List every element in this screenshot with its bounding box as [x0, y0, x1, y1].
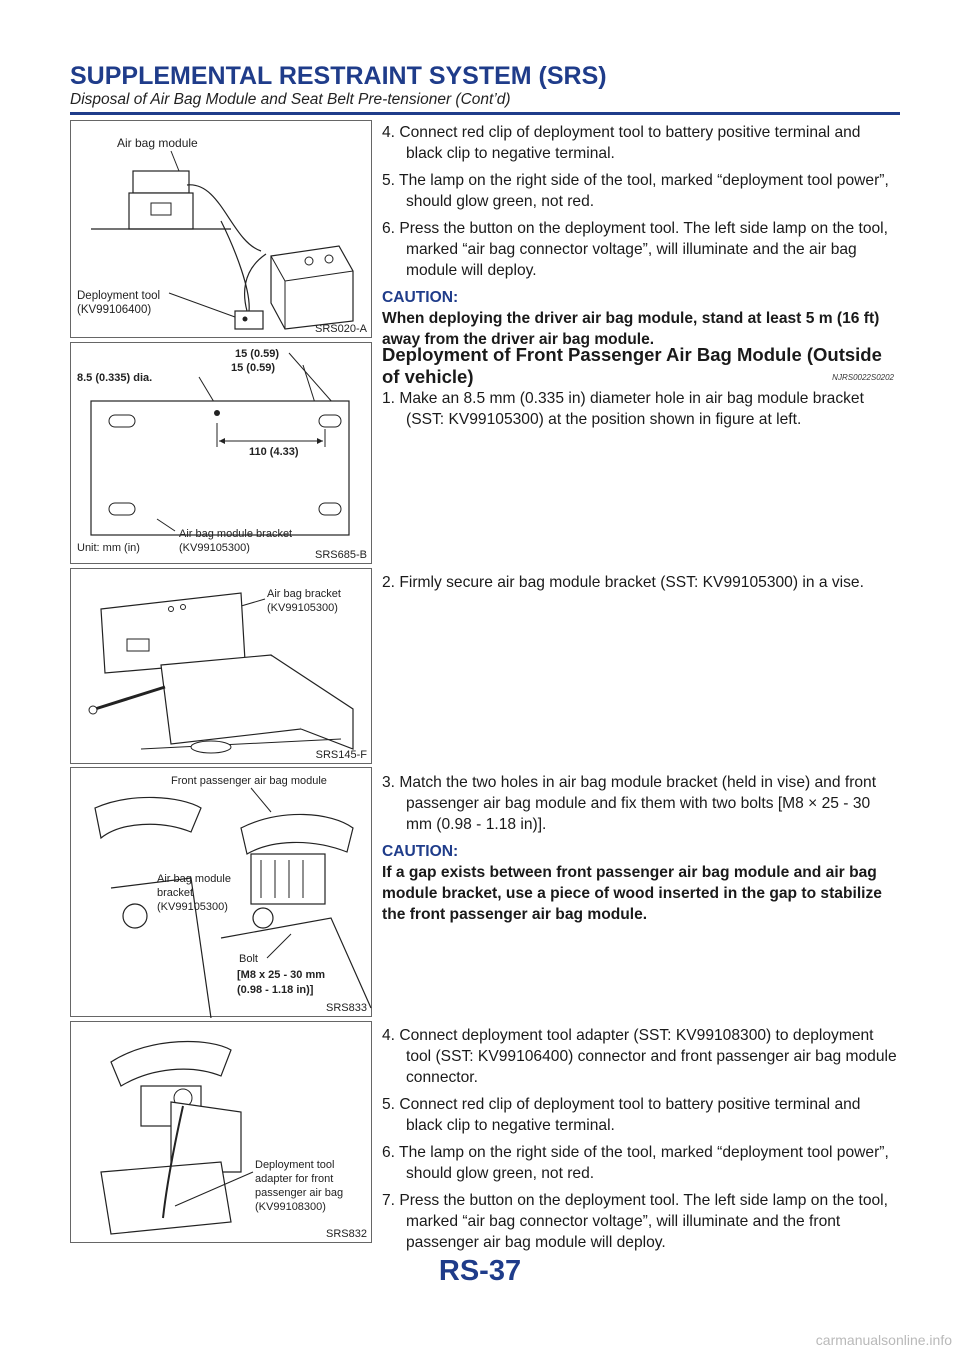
figure-label: (KV99108300) [255, 1201, 326, 1213]
subsection-heading-text: Deployment of Front Passenger Air Bag Module (Outside of vehicle) [382, 344, 882, 387]
dimension-label: 15 (0.59) [235, 348, 280, 360]
bolt-spec-label: [M8 x 25 - 30 mm [237, 969, 326, 981]
text-block-passenger-heading [382, 344, 898, 436]
figure-label: Air bag module [117, 136, 198, 150]
figure-label: adapter for front [255, 1173, 334, 1185]
figure-srs833 [70, 767, 372, 1017]
text-block-driver-deploy [382, 122, 898, 354]
section-subtitle: Disposal of Air Bag Module and Seat Belt Pre-tensioner (Cont’d) [70, 91, 511, 108]
figure-label: (KV99106400) [77, 304, 152, 316]
bracket-dimension-drawing [71, 343, 373, 565]
step-item: 2. Firmly secure air bag module bracket (SST: KV99105300) in a vise. [382, 574, 864, 591]
figure-label: passenger air bag [255, 1187, 344, 1199]
caution-heading: CAUTION: [382, 843, 459, 860]
figure-label: (KV99105300) [179, 542, 250, 554]
step-item: 6. Press the button on the deployment tool. The left side lamp on the tool, marked “air bag connector voltage”, will illuminate and the air bag module will deploy. [382, 220, 888, 279]
figure-label: bracket [157, 887, 194, 899]
step-item: 4. Connect red clip of deployment tool to battery positive terminal and black clip to negative terminal. [382, 124, 861, 162]
figure-caption: SRS832 [326, 1228, 367, 1240]
dimension-label: 15 (0.59) [231, 362, 276, 374]
module-mounting-illustration [71, 768, 373, 1018]
deployment-tool-battery-illustration [71, 121, 373, 339]
figure-srs020-a [70, 120, 372, 338]
step-item: 3. Match the two holes in air bag module bracket (held in vise) and front passenger air bag module and fix them with two bolts [M8 × 25 - 30 mm (0.98 - 1.18 in)]. [382, 774, 877, 833]
figure-label: (KV99105300) [157, 901, 228, 913]
page-header [70, 62, 900, 110]
bracket-in-vise-illustration [71, 569, 373, 765]
watermark: carmanualsonline.info [815, 1332, 952, 1348]
figure-label: Deployment tool [255, 1159, 335, 1171]
figure-caption: SRS020-A [315, 323, 367, 335]
bolt-spec-label: (0.98 - 1.18 in)] [237, 984, 314, 996]
figure-label: Air bag module [157, 873, 231, 885]
text-block-bolts [382, 772, 898, 929]
step-item: 7. Press the button on the deployment tool. The left side lamp on the tool, marked “air bag connector voltage”, will illuminate and the front passenger air bag module will deploy. [382, 1192, 888, 1251]
figure-srs832 [70, 1021, 372, 1243]
figure-srs145-f [70, 568, 372, 764]
caution-text: When deploying the driver air bag module, stand at least 5 m (16 ft) away from the driver air bag module. [382, 310, 880, 348]
page-number: RS-37 [438, 1255, 522, 1287]
dimension-label: 110 (4.33) [249, 446, 299, 458]
header-rule [70, 112, 900, 115]
caution-text: If a gap exists between front passenger air bag module and air bag module bracket, use a piece of wood inserted in the gap to stabilize the front passenger air bag module. [382, 864, 882, 923]
step-item: 1. Make an 8.5 mm (0.335 in) diameter hole in air bag module bracket (SST: KV99105300) at the position shown in figure at left. [382, 390, 864, 428]
figure-caption: SRS145-F [315, 749, 367, 761]
dimension-label: 8.5 (0.335) dia. [77, 372, 153, 384]
figure-label: Air bag bracket [267, 588, 341, 600]
figure-label: Air bag module bracket [179, 528, 293, 540]
figure-label: Front passenger air bag module [171, 775, 327, 787]
subsection-heading [382, 344, 898, 388]
caution-heading: CAUTION: [382, 289, 459, 306]
section-title: SUPPLEMENTAL RESTRAINT SYSTEM (SRS) [70, 62, 607, 90]
adapter-connection-illustration [71, 1022, 373, 1244]
figure-label: Deployment tool [77, 290, 161, 302]
reference-code: NJRS0022S0202 [832, 373, 894, 382]
text-block-vise [382, 572, 898, 599]
text-block-passenger-deploy [382, 1025, 898, 1259]
step-item: 4. Connect deployment tool adapter (SST: KV99108300) to deployment tool (SST: KV99106400) connector and front passenger air bag module connector. [382, 1027, 897, 1086]
figure-label: (KV99105300) [267, 602, 338, 614]
unit-label: Unit: mm (in) [77, 542, 140, 554]
figure-srs685-b [70, 342, 372, 564]
figure-caption: SRS685-B [315, 549, 367, 561]
step-item: 5. The lamp on the right side of the tool, marked “deployment tool power”, should glow green, not red. [382, 172, 889, 210]
figure-caption: SRS833 [326, 1002, 367, 1014]
figure-label: Bolt [239, 953, 258, 965]
step-item: 5. Connect red clip of deployment tool to battery positive terminal and black clip to negative terminal. [382, 1096, 861, 1134]
step-item: 6. The lamp on the right side of the tool, marked “deployment tool power”, should glow green, not red. [382, 1144, 889, 1182]
